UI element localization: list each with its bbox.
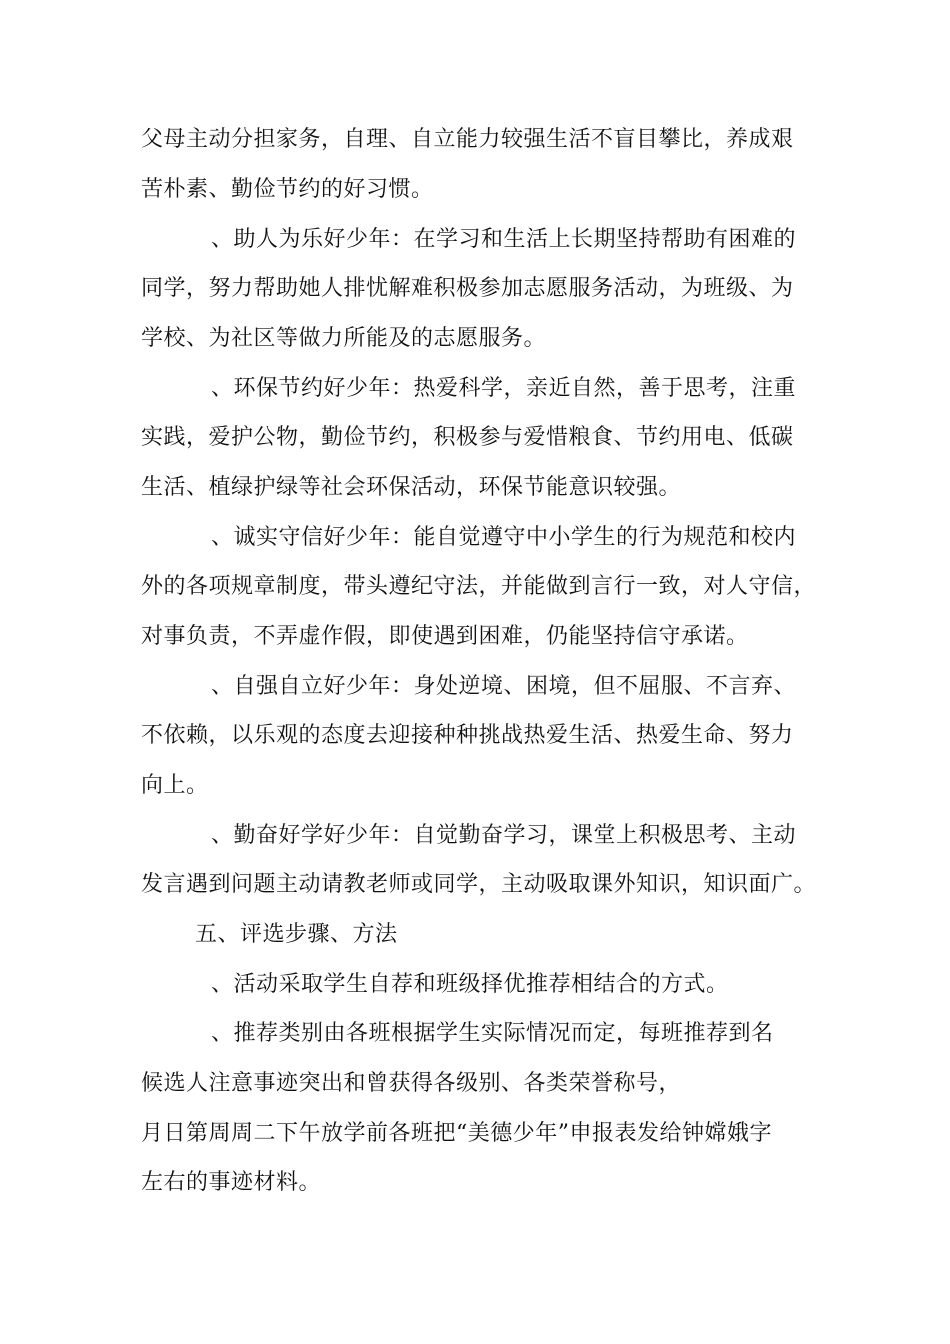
body-line: 、活动采取学生自荐和班级择优推荐相结合的方式。: [211, 972, 729, 997]
body-line: 、勤奋好学好少年：自觉勤奋学习，课堂上积极思考、主动: [211, 823, 797, 848]
body-line: 、助人为乐好少年：在学习和生活上长期坚持帮助有困难的: [211, 227, 797, 252]
body-line: 发言遇到问题主动请教老师或同学，主动吸取课外知识，知识面广。: [141, 872, 817, 897]
body-line: 向上。: [141, 773, 209, 798]
body-line: 、推荐类别由各班根据学生实际情况而定，每班推荐到名: [211, 1021, 774, 1046]
section-heading: 五、评选步骤、方法: [195, 922, 398, 947]
body-line: 外的各项规章制度，带头遵纪守法，并能做到言行一致，对人守信，: [141, 574, 817, 599]
body-line: 候选人注意事迹突出和曾获得各级别、各类荣誉称号，: [141, 1071, 682, 1096]
body-line: 、诚实守信好少年：能自觉遵守中小学生的行为规范和校内: [211, 525, 797, 550]
body-line: 不依赖，以乐观的态度去迎接种种挑战热爱生活、热爱生命、努力: [141, 723, 794, 748]
body-line: 实践，爱护公物，勤俭节约，积极参与爱惜粮食、节约用电、低碳: [141, 425, 794, 450]
body-line: 父母主动分担家务，自理、自立能力较强生活不盲目攀比，养成艰: [141, 127, 794, 152]
body-line: 同学，努力帮助她人排忧解难积极参加志愿服务活动，为班级、为: [141, 276, 794, 301]
body-line: 苦朴素、勤俭节约的好习惯。: [141, 177, 434, 202]
body-line: 、自强自立好少年：身处逆境、困境，但不屈服、不言弃、: [211, 674, 797, 699]
body-line: 学校、为社区等做力所能及的志愿服务。: [141, 326, 547, 351]
body-line: 对事负责，不弄虚作假，即使遇到困难，仍能坚持信守承诺。: [141, 624, 749, 649]
body-line: 生活、植绿护绿等社会环保活动，环保节能意识较强。: [141, 475, 682, 500]
body-line: 、环保节约好少年：热爱科学，亲近自然，善于思考，注重: [211, 376, 797, 401]
body-line: 左右的事迹材料。: [141, 1170, 322, 1195]
body-line: 月日第周周二下午放学前各班把“美德少年”申报表发给钟嫦娥字: [141, 1121, 772, 1146]
